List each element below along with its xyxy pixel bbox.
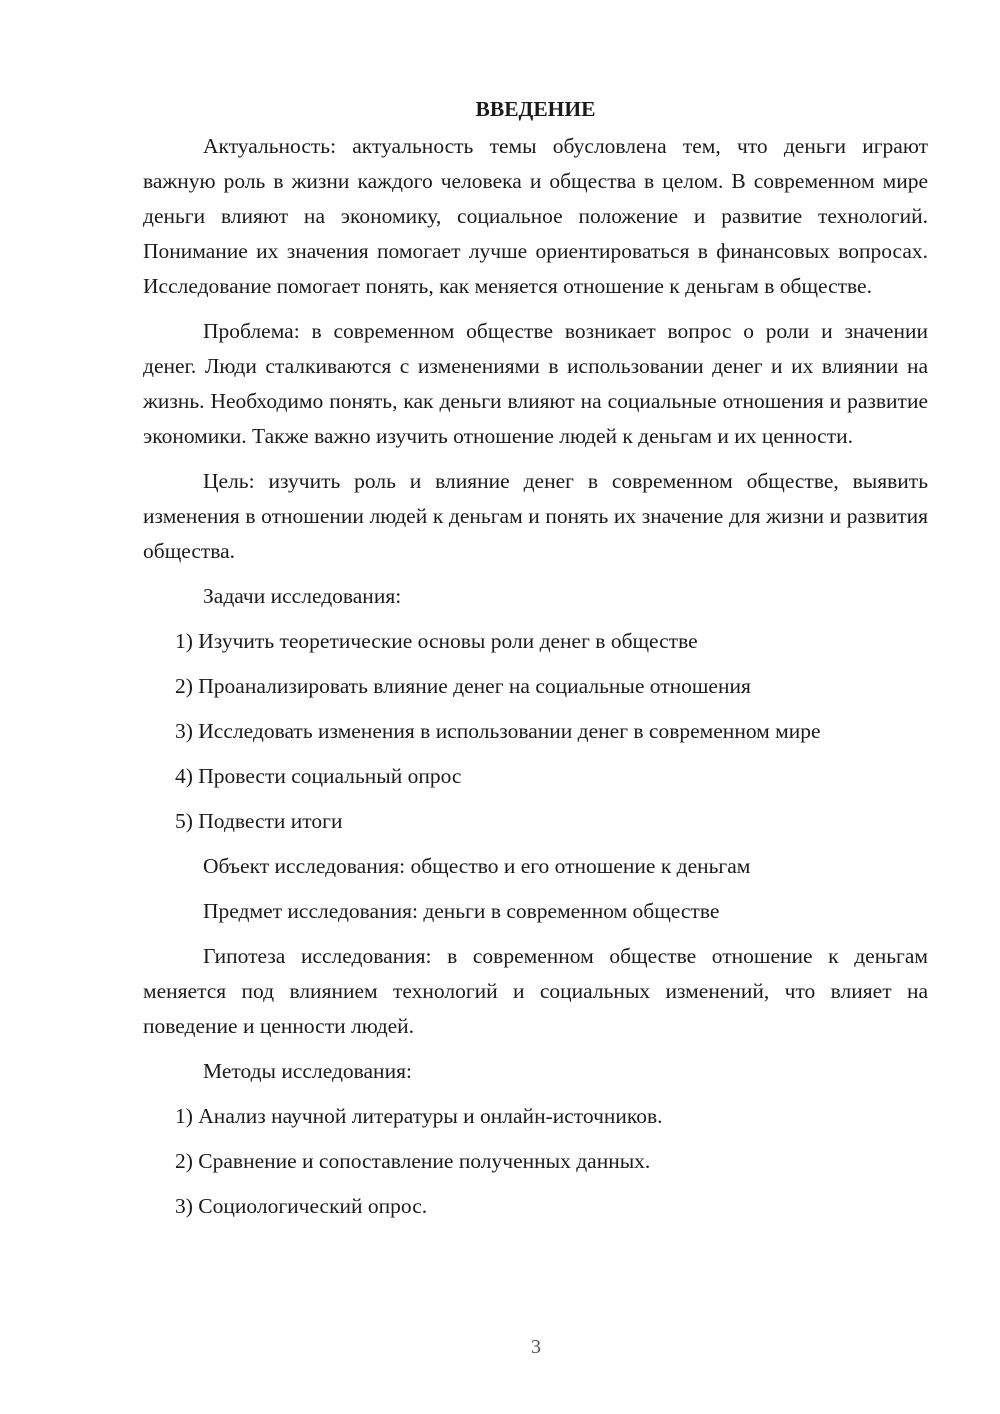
list-item: 2) Сравнение и сопоставление полученных данных.: [175, 1149, 651, 1173]
list-item: 1) Изучить теоретические основы роли денег в обществе: [175, 629, 698, 653]
paragraph-object: Объект исследования: общество и его отношение к деньгам: [203, 854, 751, 878]
paragraph-hypothesis: Гипотеза исследования: в современном обществе отношение к деньгам меняется под влиянием технологий и социальных изменений, что влияет на поведение и ценности людей.: [143, 944, 928, 1038]
paragraph-relevance: Актуальность: актуальность темы обусловлена тем, что деньги играют важную роль в жизни каждого человека и общества в целом. В современном мире деньги влияют на экономику, социальное положение и развитие технологий. Понимание их значения помогает лучше ориентироваться в финансовых вопросах. Исследование помогает понять, как меняется отношение к деньгам в обществе.: [143, 134, 928, 298]
list-item: 4) Провести социальный опрос: [175, 764, 462, 788]
paragraph-goal: Цель: изучить роль и влияние денег в современном обществе, выявить изменения в отношении людей к деньгам и понять их значение для жизни и развития общества.: [143, 469, 928, 563]
paragraph-subject: Предмет исследования: деньги в современном обществе: [203, 899, 720, 923]
list-item: 3) Социологический опрос.: [175, 1194, 428, 1218]
tasks-list: [143, 624, 928, 839]
list-item: 1) Анализ научной литературы и онлайн-источников.: [175, 1104, 663, 1128]
methods-heading: Методы исследования:: [203, 1059, 412, 1083]
document-page: [143, 92, 928, 1234]
methods-list: [143, 1099, 928, 1224]
list-item: 5) Подвести итоги: [175, 809, 343, 833]
list-item: 2) Проанализировать влияние денег на социальные отношения: [175, 674, 751, 698]
section-heading: ВВЕДЕНИЕ: [475, 97, 596, 121]
paragraph-problem: Проблема: в современном обществе возникает вопрос о роли и значении денег. Люди сталкиваются с изменениями в использовании денег и их влиянии на жизнь. Необходимо понять, как деньги влияют на социальные отношения и развитие экономики. Также важно изучить отношение людей к деньгам и их ценности.: [143, 319, 928, 448]
list-item: 3) Исследовать изменения в использовании денег в современном мире: [175, 719, 821, 743]
page-number: 3: [531, 1336, 541, 1358]
tasks-heading: Задачи исследования:: [203, 584, 402, 608]
